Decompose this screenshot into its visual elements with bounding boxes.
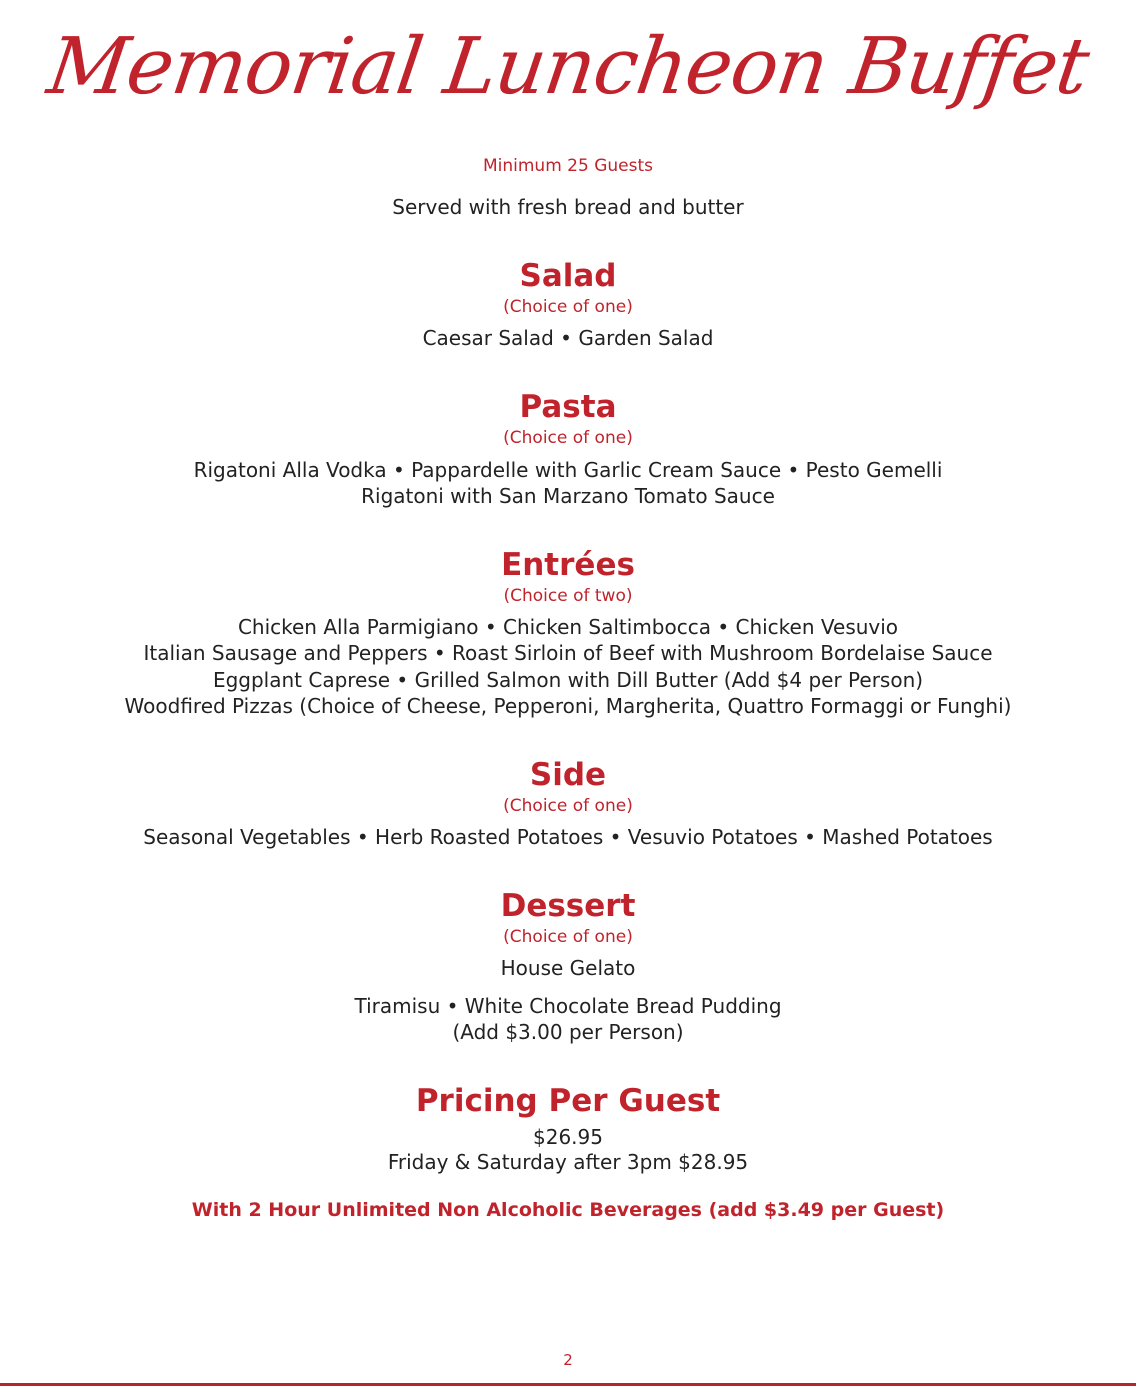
menu-items-line: Eggplant Caprese • Grilled Salmon with Dill Butter (Add $4 per Person): [212, 668, 924, 692]
section-heading: Dessert: [500, 888, 636, 924]
intro-text: Served with fresh bread and butter: [392, 195, 744, 219]
section-heading: Salad: [519, 258, 617, 294]
choice-note: (Choice of one): [503, 927, 633, 947]
menu-items-line: Caesar Salad • Garden Salad: [422, 326, 714, 350]
menu-items-line: House Gelato: [500, 956, 636, 980]
base-price: $26.95: [533, 1125, 603, 1149]
menu-items-line: Seasonal Vegetables • Herb Roasted Potatoes • Vesuvio Potatoes • Mashed Potatoes: [143, 825, 993, 849]
choice-note: (Choice of one): [503, 428, 633, 448]
menu-items-line: Tiramisu • White Chocolate Bread Pudding: [354, 994, 782, 1018]
weekend-price: Friday & Saturday after 3pm $28.95: [387, 1150, 749, 1174]
choice-note: (Choice of one): [503, 297, 633, 317]
page-number: 2: [563, 1351, 573, 1369]
beverages-addon: With 2 Hour Unlimited Non Alcoholic Beverages (add $3.49 per Guest): [191, 1199, 945, 1221]
menu-title: Memorial Luncheon Buffet: [42, 22, 1094, 112]
pricing-heading: Pricing Per Guest: [415, 1083, 721, 1119]
section-heading: Entrées: [501, 547, 635, 583]
menu-items-line: Italian Sausage and Peppers • Roast Sirloin of Beef with Mushroom Bordelaise Sauce: [143, 641, 993, 665]
menu-items-line: Rigatoni with San Marzano Tomato Sauce: [361, 484, 775, 508]
menu-items-line: Woodfired Pizzas (Choice of Cheese, Pepperoni, Margherita, Quattro Formaggi or Funghi): [124, 694, 1012, 718]
section-heading: Side: [529, 757, 607, 793]
menu-items-line: (Add $3.00 per Person): [452, 1020, 684, 1044]
minimum-guests-note: Minimum 25 Guests: [482, 156, 653, 176]
choice-note: (Choice of one): [503, 796, 633, 816]
menu-items-line: Chicken Alla Parmigiano • Chicken Saltimbocca • Chicken Vesuvio: [237, 615, 899, 639]
section-heading: Pasta: [519, 389, 617, 425]
menu-items-line: Rigatoni Alla Vodka • Pappardelle with Garlic Cream Sauce • Pesto Gemelli: [193, 458, 943, 482]
choice-note: (Choice of two): [503, 586, 633, 606]
